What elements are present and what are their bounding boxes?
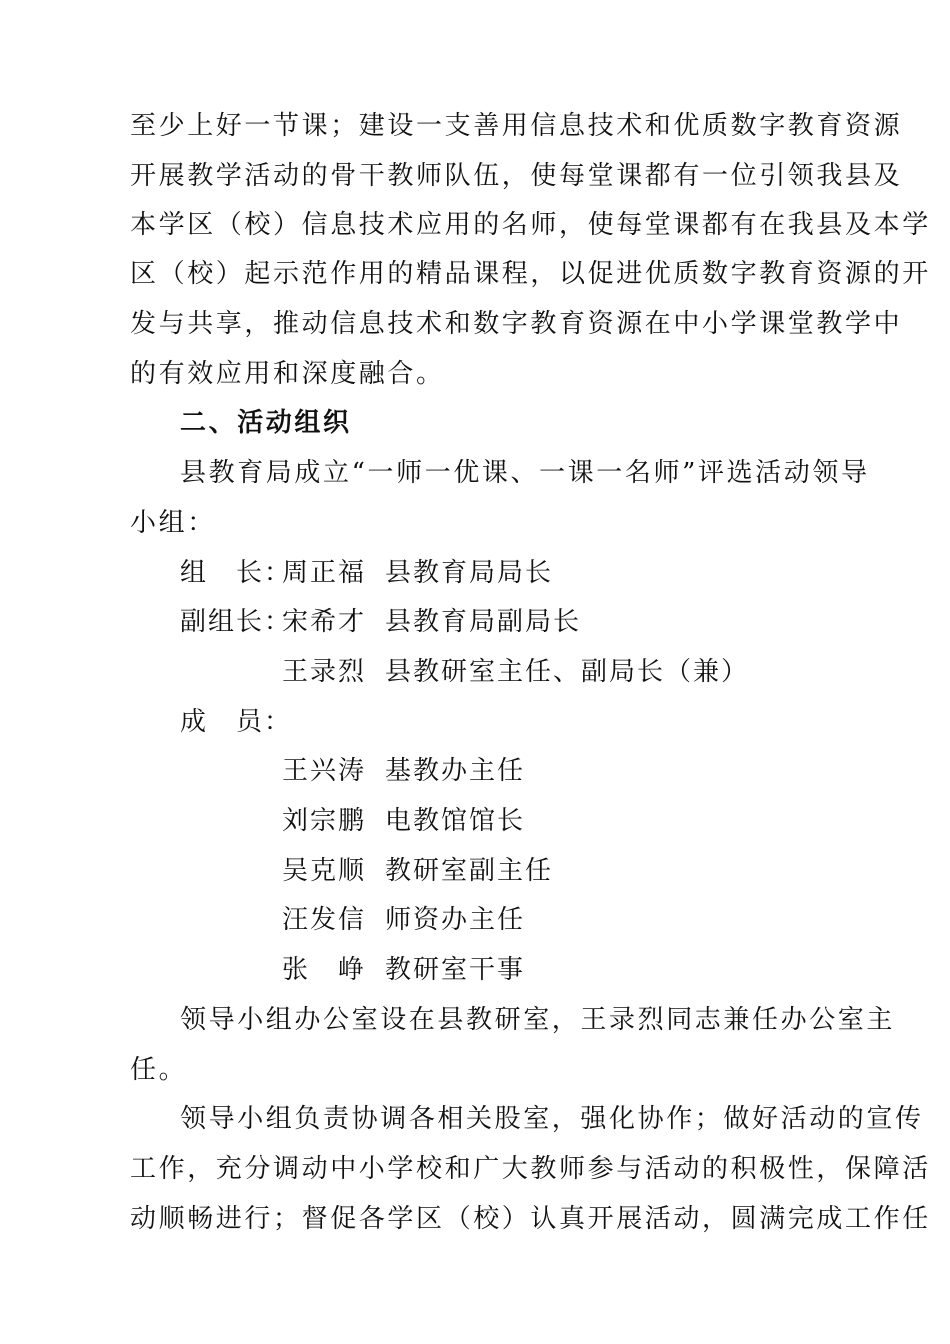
paragraph-line: 工作，充分调动中小学校和广大教师参与活动的积极性，保障活 [130,1154,931,1184]
paragraph-line: 发与共享，推动信息技术和数字教育资源在中小学课堂教学中 [130,309,903,339]
person-title: 教研室副主任 [385,856,554,886]
paragraph-line: 区（校）起示范作用的精品课程，以促进优质数字教育资源的开 [130,259,931,289]
paragraph-line: 县教育局成立“一师一优课、一课一名师”评选活动领导 [180,458,870,488]
person-name: 周正福 [282,558,367,588]
paragraph-line: 小组： [130,508,216,538]
person-title: 教研室干事 [385,955,526,985]
role-label: 副组长： [180,607,293,637]
person-title: 电教馆馆长 [385,806,526,836]
paragraph-line: 领导小组负责协调各相关股室，强化协作；做好活动的宣传 [180,1104,924,1134]
person-name: 张 峥 [282,955,367,985]
role-label: 组 长： [180,558,293,588]
paragraph-line: 领导小组办公室设在县教研室，王录烈同志兼任办公室主 [180,1005,896,1035]
person-title: 师资办主任 [385,905,526,935]
paragraph-line: 至少上好一节课；建设一支善用信息技术和优质数字教育资源 [130,111,903,141]
person-name: 王录烈 [282,657,367,687]
person-name: 汪发信 [282,905,367,935]
paragraph-line: 开展教学活动的骨干教师队伍，使每堂课都有一位引领我县及 [130,161,903,191]
paragraph-line: 动顺畅进行；督促各学区（校）认真开展活动，圆满完成工作任 [130,1204,931,1234]
person-name: 王兴涛 [282,756,367,786]
person-title: 县教育局副局长 [385,607,582,637]
role-label: 成 员： [180,707,293,737]
paragraph-line: 任。 [130,1055,188,1085]
person-name: 刘宗鹏 [282,806,367,836]
paragraph-line: 的有效应用和深度融合。 [130,359,445,389]
person-name: 吴克顺 [282,856,367,886]
section-heading: 二、活动组织 [180,408,352,438]
person-title: 基教办主任 [385,756,526,786]
paragraph-line: 本学区（校）信息技术应用的名师，使每堂课都有在我县及本学 [130,210,931,240]
person-title: 县教研室主任、副局长（兼） [385,657,750,687]
person-title: 县教育局局长 [385,558,554,588]
person-name: 宋希才 [282,607,367,637]
